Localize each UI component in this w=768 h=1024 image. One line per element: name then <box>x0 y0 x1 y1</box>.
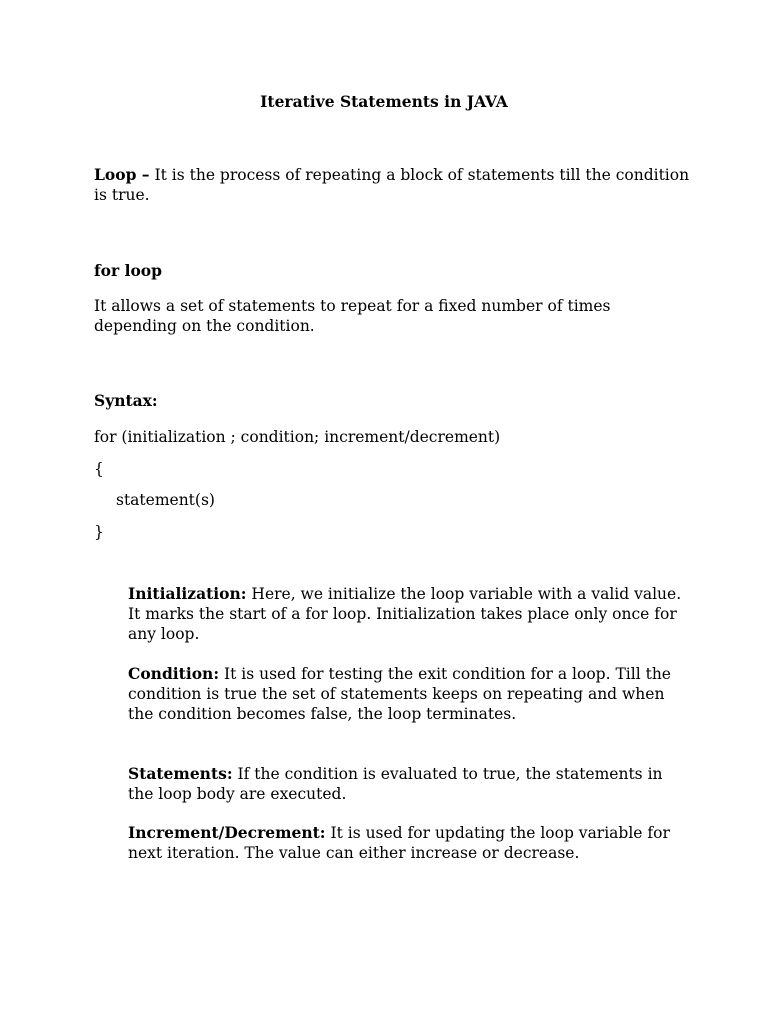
definition-initialization <box>128 584 688 644</box>
definition-term: Increment/Decrement: <box>128 823 326 842</box>
definition-text: Here, we initialize the loop variable with a valid value. It marks the start of a for loop. Initialization takes place only once for any loop. <box>128 585 682 643</box>
definition-term: Statements: <box>128 764 233 783</box>
syntax-line-statements: statement(s) <box>116 491 215 509</box>
definition-text: It is used for testing the exit condition for a loop. Till the condition is true the set of statements keeps on repeating and when the condition becomes false, the loop terminates. <box>128 665 671 723</box>
loop-definition <box>94 165 694 205</box>
syntax-line-open-brace: { <box>94 460 104 478</box>
syntax-line-for: for (initialization ; condition; increment/decrement) <box>94 428 501 446</box>
definition-text: If the condition is evaluated to true, the statements in the loop body are executed. <box>128 765 663 803</box>
definition-increment-decrement <box>128 823 688 863</box>
definition-text: It is used for updating the loop variable for next iteration. The value can either increase or decrease. <box>128 824 670 862</box>
document-title: Iterative Statements in JAVA <box>260 92 508 111</box>
loop-term: Loop – <box>94 165 150 184</box>
definition-statements <box>128 764 688 804</box>
syntax-heading: Syntax: <box>94 391 158 410</box>
definition-condition <box>128 664 688 724</box>
loop-text: It is the process of repeating a block of statements till the condition is true. <box>94 166 690 204</box>
definition-term: Condition: <box>128 664 220 683</box>
for-loop-description: It allows a set of statements to repeat for a fixed number of times depending on the condition. <box>94 297 611 335</box>
for-loop-heading: for loop <box>94 261 162 280</box>
definition-term: Initialization: <box>128 584 247 603</box>
syntax-line-close-brace: } <box>94 523 104 541</box>
